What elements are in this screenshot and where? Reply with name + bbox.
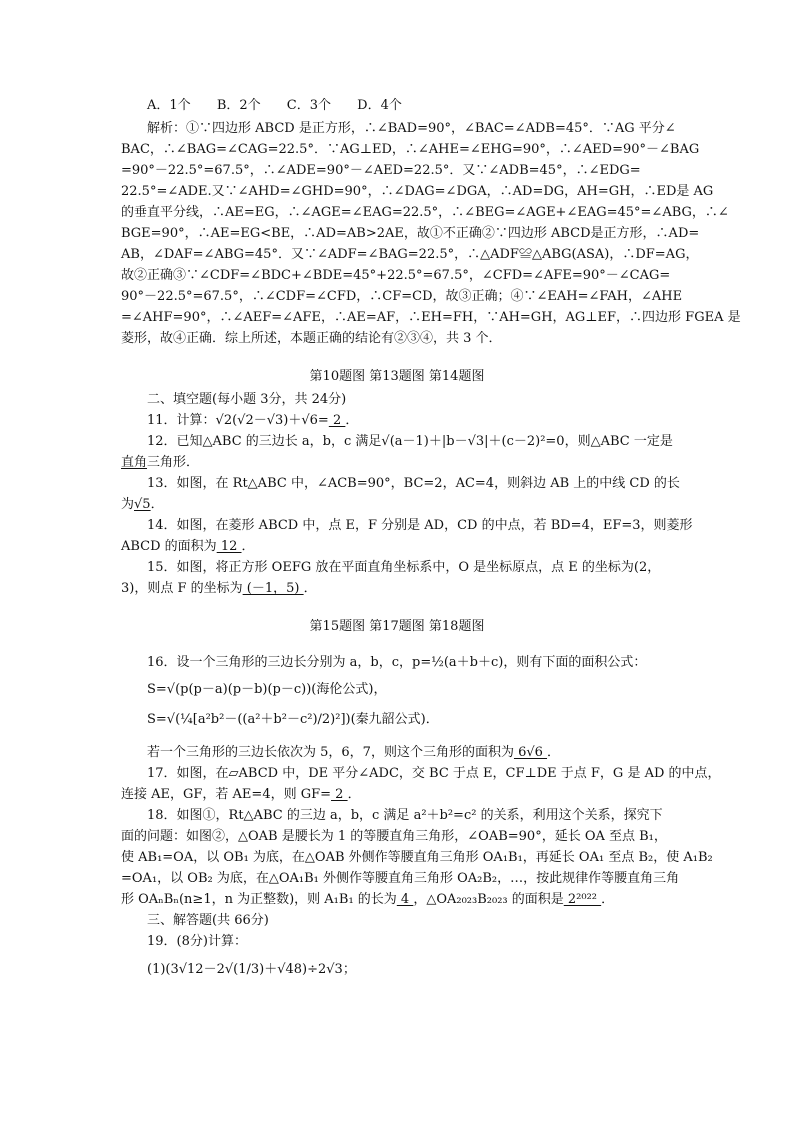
question-text: 使 AB₁=OA，以 OB₁ 为底，在△OAB 外侧作等腰直角三角形 OA₁B₁，再延长 OA₁ 至点 B₂，使 A₁B₂: [121, 850, 713, 865]
analysis-line: BGE=90°，∴AE=EG<BE，∴AD=AB>2AE，故①不正确②∵四边形 ABCD是正方形，∴AD=: [121, 226, 700, 241]
answer-blank: 4: [396, 892, 414, 907]
answer-blank: √5: [134, 497, 151, 512]
question-text: 为: [121, 497, 135, 512]
question-text: ．: [303, 581, 317, 596]
question-text: ．: [601, 892, 615, 907]
question-text: 18．如图①，Rt△ABC 的三边 a，b，c 满足 a²＋b²=c² 的关系，利用这个关系，探究下: [147, 808, 663, 823]
question-text: 15．如图，将正方形 OEFG 放在平面直角坐标系中，O 是坐标原点，点 E 的坐标为(2，: [147, 560, 661, 575]
question-11: [147, 413, 358, 429]
question-text: 三角形．: [147, 455, 200, 470]
section-heading: 二、填空题(每小题 3分，共 24分): [147, 392, 347, 407]
analysis-line: BAC，∴∠BAG=∠CAG=22.5°．∵AG⊥ED，∴∠AHE=∠EHG=90°，∴∠AED=90°－∠BAG: [121, 142, 700, 157]
option-d: D．4个: [357, 98, 402, 113]
analysis-line: 故②正确③∵∠CDF=∠BDC+∠BDE=45°+22.5°=67.5°，∠CFD=∠AFE=90°－∠CAG=: [121, 268, 671, 283]
answer-blank: 12: [216, 539, 242, 554]
question-text: ．: [345, 413, 359, 428]
answer-blank: 2: [331, 787, 348, 802]
analysis-line: 的垂直平分线，∴AE=EG，∴∠AGE=∠EAG=22.5°，∴∠BEG=∠AGE+∠EAG=45°=∠ABG，∴∠: [121, 205, 729, 220]
option-a: A．1个: [147, 98, 191, 113]
question-text: 连接 AE，GF，若 AE=4，则 GF=: [121, 787, 332, 802]
choice-options: [147, 98, 424, 114]
question-text: 14．如图，在菱形 ABCD 中，点 E，F 分别是 AD，CD 的中点，若 BD=4，EF=3，则菱形: [147, 518, 693, 533]
question-text: 若一个三角形的三边长依次为 5，6，7，则这个三角形的面积为: [147, 745, 514, 760]
answer-blank: (－1，5): [242, 581, 304, 596]
question-text: 3)，则点 F 的坐标为: [121, 581, 243, 596]
analysis-line: AB，∠DAF=∠ABG=45°．又∵∠ADF=∠BAG=22.5°，∴△ADF≌△ABG(ASA)，∴DF=AG，: [121, 247, 699, 262]
question-text: 11．计算：√2(√2－√3)＋√6=: [147, 413, 329, 428]
answer-blank: 2²⁰²²: [563, 892, 602, 907]
answer-blank: 直角: [121, 455, 148, 470]
question-text: ．: [150, 497, 164, 512]
answer-blank: 2: [328, 413, 346, 428]
qin-jiushao-formula: S=√(¼[a²b²－((a²＋b²－c²)/2)²])(秦九韶公式)．: [147, 712, 439, 727]
analysis-line: =90°－22.5°=67.5°，∴∠ADE=90°－∠AED=22.5°．又∵∠ADB=45°，∴∠EDG=: [121, 163, 641, 178]
analysis-line: =∠AHF=90°，∴∠AEF=∠AFE，∴AE=AF，∴EH=FH，∵AH=GH，AG⊥EF，∴四边形 FGEA 是: [121, 310, 741, 325]
section-heading: 三、解答题(共 66分): [147, 913, 269, 928]
question-text: ．: [347, 787, 361, 802]
heron-formula: S=√(p(p－a)(p－b)(p－c))(海伦公式)，: [147, 682, 387, 697]
question-text: 12．已知△ABC 的三边长 a，b，c 满足√(a－1)＋|b－√3|＋(c－2)²=0，则△ABC 一定是: [147, 434, 673, 449]
figure-caption: 第15题图 第17题图 第18题图: [309, 619, 485, 634]
question-text: 形 OAₙBₙ(n≥1，n 为正整数)，则 A₁B₁ 的长为: [121, 892, 397, 907]
question-text: 17．如图，在▱ABCD 中，DE 平分∠ADC，交 BC 于点 E，CF⊥DE 于点 F，G 是 AD 的中点，: [147, 766, 721, 781]
analysis-line: 90°－22.5°=67.5°，∴∠CDF=∠CFD，∴CF=CD，故③正确；④∵∠EAH=∠FAH，∠AHE: [121, 289, 683, 304]
analysis-line: 22.5°=∠ADE.又∵∠AHD=∠GHD=90°，∴∠DAG=∠DGA，∴AD=DG，AH=GH，∴ED是 AG: [121, 184, 714, 199]
question-text: ．: [547, 745, 561, 760]
figure-caption: 第10题图 第13题图 第14题图: [309, 369, 485, 384]
question-text: ．: [241, 539, 255, 554]
question-text: 13．如图，在 Rt△ABC 中，∠ACB=90°，BC=2，AC=4，则斜边 AB 上的中线 CD 的长: [147, 476, 680, 491]
analysis-line: 解析：①∵四边形 ABCD 是正方形，∴∠BAD=90°，∠BAC=∠ADB=45°．∵AG 平分∠: [147, 121, 676, 136]
question-text: =OA₁，以 OB₂ 为底，在△OA₁B₁ 外侧作等腰直角三角形 OA₂B₂，…，按此规律作等腰直角三角: [121, 871, 680, 886]
question-text: 面的问题：如图②，△OAB 是腰长为 1 的等腰直角三角形，∠OAB=90°，延长 OA 至点 B₁，: [121, 829, 667, 844]
analysis-line: 菱形，故④正确．综上所述，本题正确的结论有②③④，共 3 个．: [121, 331, 502, 346]
question-text: 16．设一个三角形的三边长分别为 a，b，c，p=½(a＋b＋c)，则有下面的面积公式：: [147, 655, 647, 670]
question-text: ABCD 的面积为: [121, 539, 217, 554]
option-b: B．2个: [216, 98, 261, 113]
answer-blank: 6√6: [513, 745, 548, 760]
option-c: C．3个: [286, 98, 331, 113]
question-part: (1)(3√12－2√(1/3)＋√48)÷2√3；: [147, 962, 356, 977]
question-text: 19．(8分)计算：: [147, 934, 247, 949]
question-text: ，△OA₂₀₂₃B₂₀₂₃ 的面积是: [413, 892, 564, 907]
